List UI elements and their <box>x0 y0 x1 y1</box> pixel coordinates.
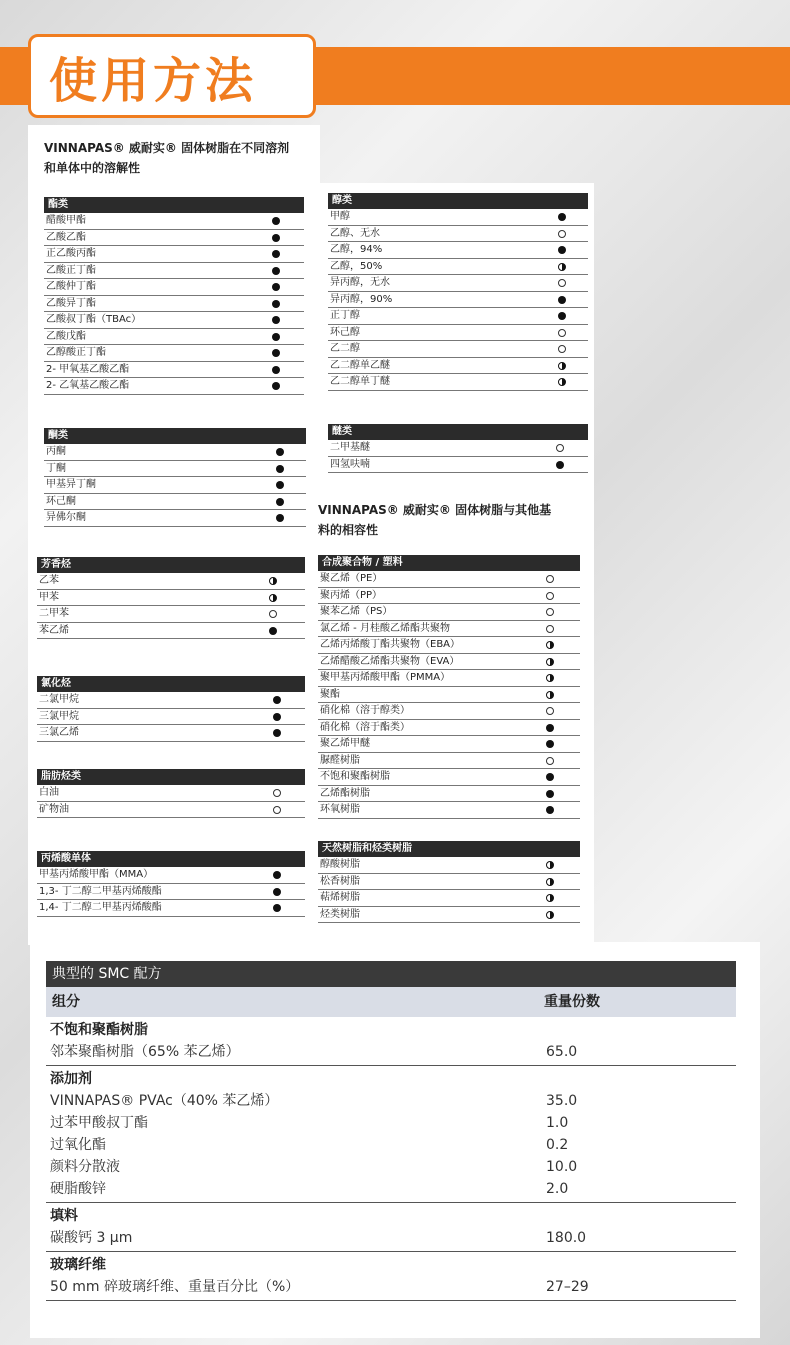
weight-value: 1.0 <box>546 1115 569 1131</box>
component-label: 硬脂酸锌 <box>50 1181 106 1197</box>
half-circle-icon <box>558 263 566 271</box>
row-label: 乙烯丙烯酸丁酯共聚物（EBA） <box>320 639 461 650</box>
weight-value: 10.0 <box>546 1159 578 1175</box>
half-circle-icon <box>546 911 554 919</box>
table-row <box>44 477 306 494</box>
table-row <box>44 510 306 527</box>
table-row <box>37 725 305 742</box>
component-label: 过苯甲酸叔丁酯 <box>50 1115 148 1131</box>
row-label: 异丙醇，无水 <box>330 277 390 288</box>
table-row <box>328 374 588 391</box>
component-label: VINNAPAS® PVAc（40% 苯乙烯） <box>50 1093 279 1109</box>
full-circle-icon <box>273 871 281 879</box>
table-row <box>318 874 580 891</box>
table-row <box>318 802 580 819</box>
row-label: 二甲苯 <box>39 608 69 619</box>
smc-title: 典型的 SMC 配方 <box>46 961 736 987</box>
table-acrylic <box>37 851 305 917</box>
row-label: 醇酸树脂 <box>320 859 360 870</box>
table-row <box>44 378 304 395</box>
full-circle-icon <box>272 349 280 357</box>
half-circle-icon <box>546 878 554 886</box>
row-label: 苯乙烯 <box>39 624 69 636</box>
row-label: 聚乙烯甲醚 <box>320 738 370 749</box>
full-circle-icon <box>558 296 566 304</box>
weight-value: 2.0 <box>546 1181 569 1197</box>
full-circle-icon <box>272 234 280 242</box>
table-row <box>328 440 588 457</box>
table-row <box>37 802 305 819</box>
row-label: 环己酮 <box>46 495 76 507</box>
table-header: 酮类 <box>44 428 306 444</box>
row-label: 乙酸戊酯 <box>46 330 86 342</box>
full-circle-icon <box>272 250 280 258</box>
table-row <box>44 263 304 280</box>
table-row <box>37 590 305 607</box>
row-label: 2- 甲氧基乙酸乙酯 <box>46 363 130 375</box>
group-title: 玻璃纤维 <box>50 1257 106 1273</box>
row-label: 乙二醇单丁醚 <box>330 376 390 387</box>
full-circle-icon <box>556 461 564 469</box>
full-circle-icon <box>558 312 566 320</box>
weight-value: 180.0 <box>546 1230 587 1246</box>
table-row <box>318 890 580 907</box>
table-header: 醇类 <box>328 193 588 209</box>
row-label: 脲醛树脂 <box>320 754 360 766</box>
table-row <box>37 785 305 802</box>
row-label: 乙醇、无水 <box>330 227 380 239</box>
table-header: 丙烯酸单体 <box>37 851 305 867</box>
table-row <box>318 769 580 786</box>
smc-col-header <box>46 987 736 1017</box>
table-row <box>44 312 304 329</box>
component-label: 碳酸钙 3 μm <box>50 1230 133 1246</box>
weight-value: 27–29 <box>546 1279 589 1295</box>
row-label: 异佛尔酮 <box>46 512 86 523</box>
empty-circle-icon <box>556 444 564 452</box>
full-circle-icon <box>546 773 554 781</box>
full-circle-icon <box>276 498 284 506</box>
row-label: 乙苯 <box>39 575 59 586</box>
group-title: 填料 <box>50 1208 78 1224</box>
table-row <box>318 857 580 874</box>
table-header: 脂肪烃类 <box>37 769 305 785</box>
table-row <box>37 884 305 901</box>
empty-circle-icon <box>546 608 554 616</box>
table-aliphatic <box>37 769 305 818</box>
row-label: 环己醇 <box>330 326 360 338</box>
group-title: 不饱和聚酯树脂 <box>50 1022 148 1038</box>
half-circle-icon <box>269 594 277 602</box>
row-label: 硝化棉（溶于酯类） <box>320 721 410 733</box>
half-circle-icon <box>269 577 277 585</box>
component-label: 邻苯聚酯树脂（65% 苯乙烯） <box>50 1044 240 1060</box>
table-row <box>44 230 304 247</box>
table-row <box>318 703 580 720</box>
formula-row <box>46 1090 736 1112</box>
col-component: 组分 <box>52 994 80 1010</box>
half-circle-icon <box>558 378 566 386</box>
table-aromatics <box>37 557 305 639</box>
row-label: 聚酯 <box>320 688 340 700</box>
row-label: 甲基异丁酮 <box>46 479 96 490</box>
row-label: 1,3- 丁二醇二甲基丙烯酸酯 <box>39 885 162 897</box>
full-circle-icon <box>273 713 281 721</box>
empty-circle-icon <box>558 230 566 238</box>
full-circle-icon <box>269 627 277 635</box>
table-row <box>318 907 580 924</box>
divider <box>46 1300 736 1301</box>
row-label: 正丁醇 <box>330 310 360 321</box>
table-row <box>318 736 580 753</box>
row-label: 聚苯乙烯（PS） <box>320 606 393 617</box>
row-label: 醋酸甲酯 <box>46 215 86 226</box>
table-row <box>328 259 588 276</box>
table-row <box>328 226 588 243</box>
row-label: 乙酸乙酯 <box>46 231 86 243</box>
table-header: 醚类 <box>328 424 588 440</box>
smc-table <box>46 961 736 1301</box>
table-row <box>37 867 305 884</box>
row-label: 乙醇酸正丁酯 <box>46 347 106 358</box>
empty-circle-icon <box>273 806 281 814</box>
weight-value: 0.2 <box>546 1137 569 1153</box>
table-row <box>328 242 588 259</box>
row-label: 乙醇，94% <box>330 244 383 255</box>
group-title: 添加剂 <box>50 1071 92 1087</box>
table-row <box>328 209 588 226</box>
full-circle-icon <box>272 217 280 225</box>
full-circle-icon <box>546 806 554 814</box>
full-circle-icon <box>558 213 566 221</box>
table-row <box>318 571 580 588</box>
table-header: 氯化烃 <box>37 676 305 692</box>
table-ketones <box>44 428 306 527</box>
table-row <box>37 692 305 709</box>
formula-row <box>46 1134 736 1156</box>
full-circle-icon <box>273 888 281 896</box>
table-row <box>44 279 304 296</box>
table-row <box>318 720 580 737</box>
table-row <box>44 213 304 230</box>
row-label: 乙二醇单乙醚 <box>330 359 390 371</box>
divider <box>46 1251 736 1252</box>
empty-circle-icon <box>546 592 554 600</box>
table-row <box>318 637 580 654</box>
component-label: 50 mm 碎玻璃纤维、重量百分比（%） <box>50 1279 300 1295</box>
full-circle-icon <box>546 790 554 798</box>
half-circle-icon <box>546 691 554 699</box>
full-circle-icon <box>276 481 284 489</box>
half-circle-icon <box>546 861 554 869</box>
component-label: 颜料分散液 <box>50 1159 120 1175</box>
table-esters <box>44 197 304 395</box>
table-row <box>328 358 588 375</box>
table-row <box>37 623 305 640</box>
row-label: 松香树脂 <box>320 875 360 887</box>
full-circle-icon <box>276 465 284 473</box>
table-header: 酯类 <box>44 197 304 213</box>
row-label: 乙烯酯树脂 <box>320 787 370 799</box>
table-row <box>328 341 588 358</box>
empty-circle-icon <box>558 329 566 337</box>
row-label: 硝化棉（溶于醇类） <box>320 705 410 716</box>
row-label: 聚乙烯（PE） <box>320 573 383 584</box>
empty-circle-icon <box>558 279 566 287</box>
table-header: 芳香烃 <box>37 557 305 573</box>
row-label: 丙酮 <box>46 446 66 457</box>
empty-circle-icon <box>546 707 554 715</box>
row-label: 聚丙烯（PP） <box>320 589 383 601</box>
table-row <box>44 362 304 379</box>
full-circle-icon <box>273 904 281 912</box>
half-circle-icon <box>546 641 554 649</box>
table-row <box>328 325 588 342</box>
half-circle-icon <box>558 362 566 370</box>
row-label: 矿物油 <box>39 803 69 815</box>
row-label: 萜烯树脂 <box>320 892 360 903</box>
full-circle-icon <box>276 448 284 456</box>
row-label: 乙酸叔丁酯（TBAc） <box>46 314 142 325</box>
table-row <box>44 494 306 511</box>
solubility-heading: VINNAPAS® 威耐实® 固体树脂在不同溶剂 和单体中的溶解性 <box>44 141 290 175</box>
weight-value: 35.0 <box>546 1093 578 1109</box>
formula-row <box>46 1041 736 1063</box>
empty-circle-icon <box>546 575 554 583</box>
row-label: 1,4- 丁二醇二甲基丙烯酸酯 <box>39 902 162 913</box>
table-ethers <box>328 424 588 473</box>
empty-circle-icon <box>558 345 566 353</box>
full-circle-icon <box>272 316 280 324</box>
table-row <box>318 670 580 687</box>
full-circle-icon <box>558 246 566 254</box>
empty-circle-icon <box>273 789 281 797</box>
half-circle-icon <box>546 658 554 666</box>
row-label: 烃类树脂 <box>320 908 360 920</box>
table-natural <box>318 841 580 923</box>
table-row <box>318 654 580 671</box>
row-label: 白油 <box>39 787 59 798</box>
full-circle-icon <box>272 300 280 308</box>
half-circle-icon <box>546 894 554 902</box>
half-circle-icon <box>546 674 554 682</box>
row-label: 乙烯醋酸乙烯酯共聚物（EVA） <box>320 655 460 667</box>
table-row <box>44 296 304 313</box>
row-label: 甲醇 <box>330 211 350 222</box>
formula-row <box>46 1156 736 1178</box>
row-label: 氯乙烯 - 月桂酸乙烯酯共聚物 <box>320 622 450 634</box>
table-row <box>44 461 306 478</box>
full-circle-icon <box>546 740 554 748</box>
page-title: 使用方法 <box>49 53 258 109</box>
row-label: 聚甲基丙烯酸甲酯（PMMA） <box>320 672 451 683</box>
formula-row <box>46 1276 736 1298</box>
table-row <box>328 308 588 325</box>
row-label: 异丙醇，90% <box>330 293 393 305</box>
divider <box>46 1065 736 1066</box>
empty-circle-icon <box>269 610 277 618</box>
component-label: 过氧化酯 <box>50 1137 106 1153</box>
row-label: 不饱和聚酯树脂 <box>320 771 390 782</box>
table-polymers <box>318 555 580 819</box>
row-label: 正乙酸丙酯 <box>46 248 96 259</box>
full-circle-icon <box>273 696 281 704</box>
row-label: 二氯甲烷 <box>39 694 79 705</box>
table-row <box>318 588 580 605</box>
table-row <box>44 444 306 461</box>
table-chlorinated <box>37 676 305 742</box>
table-row <box>318 786 580 803</box>
row-label: 乙醇，50% <box>330 260 383 272</box>
row-label: 甲苯 <box>39 591 59 603</box>
row-label: 乙酸正丁酯 <box>46 264 96 276</box>
table-row <box>318 753 580 770</box>
table-alcohols <box>328 193 588 391</box>
full-circle-icon <box>272 366 280 374</box>
full-circle-icon <box>272 333 280 341</box>
full-circle-icon <box>273 729 281 737</box>
full-circle-icon <box>272 267 280 275</box>
title-box <box>28 34 316 118</box>
table-row <box>37 900 305 917</box>
formula-row <box>46 1227 736 1249</box>
empty-circle-icon <box>546 757 554 765</box>
row-label: 三氯乙烯 <box>39 727 79 738</box>
formula-row <box>46 1112 736 1134</box>
full-circle-icon <box>546 724 554 732</box>
row-label: 四氢呋喃 <box>330 458 370 470</box>
row-label: 乙酸仲丁酯 <box>46 281 96 292</box>
table-row <box>318 621 580 638</box>
formula-row <box>46 1178 736 1200</box>
table-row <box>328 457 588 474</box>
full-circle-icon <box>272 382 280 390</box>
divider <box>46 1202 736 1203</box>
row-label: 环氧树脂 <box>320 804 360 815</box>
row-label: 乙二醇 <box>330 343 360 354</box>
table-row <box>37 573 305 590</box>
row-label: 甲基丙烯酸甲酯（MMA） <box>39 869 154 880</box>
row-label: 乙酸异丁酯 <box>46 297 96 309</box>
empty-circle-icon <box>546 625 554 633</box>
table-row <box>318 604 580 621</box>
weight-value: 65.0 <box>546 1044 578 1060</box>
row-label: 三氯甲烷 <box>39 710 79 722</box>
row-label: 丁酮 <box>46 462 66 474</box>
table-row <box>44 345 304 362</box>
table-row <box>37 709 305 726</box>
table-row <box>328 275 588 292</box>
table-row <box>318 687 580 704</box>
table-row <box>328 292 588 309</box>
smc-body <box>46 1019 736 1301</box>
compat-heading: VINNAPAS® 威耐实® 固体树脂与其他基 料的相容性 <box>318 503 552 537</box>
table-header: 天然树脂和烃类树脂 <box>318 841 580 857</box>
table-row <box>44 329 304 346</box>
row-label: 二甲基醚 <box>330 442 370 453</box>
table-row <box>37 606 305 623</box>
table-header: 合成聚合物 / 塑料 <box>318 555 580 571</box>
row-label: 2- 乙氧基乙酸乙酯 <box>46 380 130 391</box>
full-circle-icon <box>276 514 284 522</box>
table-row <box>44 246 304 263</box>
col-weight: 重量份数 <box>544 994 600 1010</box>
full-circle-icon <box>272 283 280 291</box>
